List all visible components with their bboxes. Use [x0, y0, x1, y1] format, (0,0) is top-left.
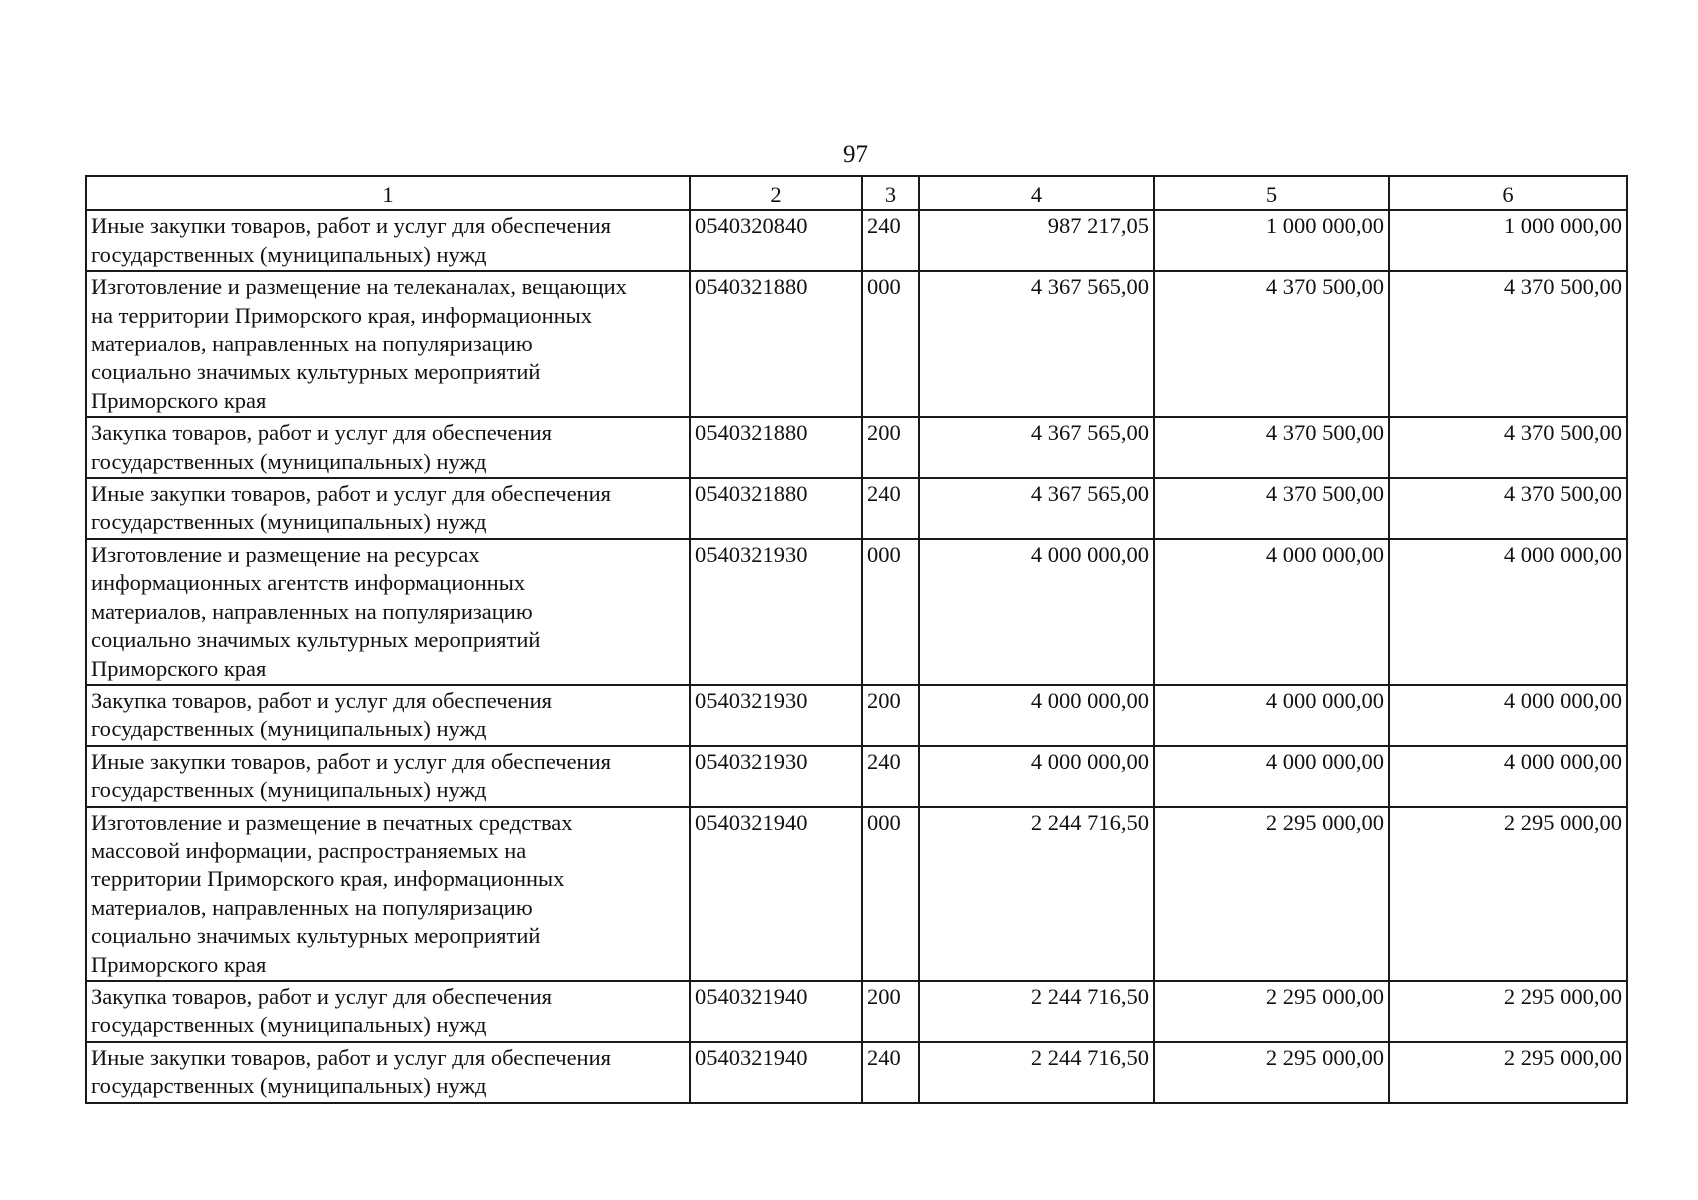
amount-column-4: 987 217,05: [919, 210, 1154, 271]
amount-column-4: 4 367 565,00: [919, 417, 1154, 478]
column-header-3: 3: [862, 176, 919, 210]
description-line: государственных (муниципальных) нужд: [91, 509, 487, 535]
description-line: государственных (муниципальных) нужд: [91, 716, 487, 742]
table-row: [86, 685, 1627, 746]
target-article-code: 0540321880: [690, 478, 862, 539]
budget-table: [85, 175, 1628, 1104]
expense-type-code: 200: [862, 417, 919, 478]
table-row: [86, 271, 1627, 417]
description-line: государственных (муниципальных) нужд: [91, 1012, 487, 1038]
description-line: государственных (муниципальных) нужд: [91, 448, 487, 474]
amount-column-5: 4 000 000,00: [1154, 685, 1389, 746]
expense-description: [86, 478, 690, 539]
description-line: материалов, направленных на популяризацию: [91, 894, 533, 920]
description-line: территории Приморского края, информационных: [91, 866, 565, 892]
amount-column-5: 4 000 000,00: [1154, 539, 1389, 685]
expense-description: [86, 210, 690, 271]
table-row: [86, 539, 1627, 685]
expense-description: [86, 417, 690, 478]
expense-description: [86, 746, 690, 807]
description-line: социально значимых культурных мероприятий: [91, 627, 541, 653]
table-body: [86, 210, 1627, 1102]
amount-column-5: 4 370 500,00: [1154, 478, 1389, 539]
column-header-4: 4: [919, 176, 1154, 210]
page-number: 97: [843, 141, 868, 168]
amount-column-6: 4 370 500,00: [1389, 417, 1627, 478]
amount-column-6: 4 000 000,00: [1389, 685, 1627, 746]
description-line: государственных (муниципальных) нужд: [91, 777, 487, 803]
amount-column-5: 4 370 500,00: [1154, 271, 1389, 417]
amount-column-6: 4 000 000,00: [1389, 746, 1627, 807]
expense-type-code: 200: [862, 981, 919, 1042]
target-article-code: 0540321940: [690, 807, 862, 981]
amount-column-4: 4 000 000,00: [919, 685, 1154, 746]
expense-type-code: 240: [862, 746, 919, 807]
expense-description: [86, 981, 690, 1042]
amount-column-4: 4 367 565,00: [919, 478, 1154, 539]
amount-column-4: 2 244 716,50: [919, 981, 1154, 1042]
description-line: Изготовление и размещение в печатных средствах: [91, 809, 573, 835]
target-article-code: 0540321930: [690, 685, 862, 746]
table-row: [86, 210, 1627, 271]
description-line: Иные закупки товаров, работ и услуг для обеспечения: [91, 748, 611, 774]
target-article-code: 0540320840: [690, 210, 862, 271]
table-header-row: [86, 176, 1627, 210]
table-row: [86, 746, 1627, 807]
description-line: социально значимых культурных мероприятий: [91, 923, 541, 949]
amount-column-5: 2 295 000,00: [1154, 1042, 1389, 1103]
description-line: информационных агентств информационных: [91, 570, 526, 596]
amount-column-6: 2 295 000,00: [1389, 807, 1627, 981]
table-row: [86, 981, 1627, 1042]
description-line: Приморского края: [91, 655, 267, 681]
amount-column-4: 4 000 000,00: [919, 539, 1154, 685]
amount-column-4: 2 244 716,50: [919, 1042, 1154, 1103]
amount-column-5: 4 000 000,00: [1154, 746, 1389, 807]
expense-type-code: 240: [862, 1042, 919, 1103]
target-article-code: 0540321930: [690, 539, 862, 685]
description-line: государственных (муниципальных) нужд: [91, 241, 487, 267]
expense-description: [86, 807, 690, 981]
description-line: Закупка товаров, работ и услуг для обеспечения: [91, 420, 552, 446]
amount-column-6: 4 370 500,00: [1389, 271, 1627, 417]
amount-column-4: 4 367 565,00: [919, 271, 1154, 417]
description-line: материалов, направленных на популяризацию: [91, 331, 533, 357]
target-article-code: 0540321880: [690, 271, 862, 417]
expense-type-code: 200: [862, 685, 919, 746]
description-line: Закупка товаров, работ и услуг для обеспечения: [91, 687, 552, 713]
amount-column-4: 2 244 716,50: [919, 807, 1154, 981]
expense-description: [86, 271, 690, 417]
column-header-1: 1: [86, 176, 690, 210]
amount-column-5: 2 295 000,00: [1154, 981, 1389, 1042]
table-row: [86, 807, 1627, 981]
amount-column-6: 2 295 000,00: [1389, 1042, 1627, 1103]
description-line: Иные закупки товаров, работ и услуг для обеспечения: [91, 213, 611, 239]
expense-description: [86, 685, 690, 746]
table-row: [86, 417, 1627, 478]
description-line: Иные закупки товаров, работ и услуг для обеспечения: [91, 1044, 611, 1070]
description-line: материалов, направленных на популяризацию: [91, 598, 533, 624]
table-row: [86, 1042, 1627, 1103]
expense-description: [86, 1042, 690, 1103]
amount-column-5: 2 295 000,00: [1154, 807, 1389, 981]
target-article-code: 0540321940: [690, 1042, 862, 1103]
amount-column-6: 2 295 000,00: [1389, 981, 1627, 1042]
expense-type-code: 000: [862, 271, 919, 417]
expense-type-code: 000: [862, 807, 919, 981]
table-row: [86, 478, 1627, 539]
amount-column-6: 4 370 500,00: [1389, 478, 1627, 539]
description-line: Закупка товаров, работ и услуг для обеспечения: [91, 983, 552, 1009]
description-line: государственных (муниципальных) нужд: [91, 1073, 487, 1099]
target-article-code: 0540321940: [690, 981, 862, 1042]
column-header-6: 6: [1389, 176, 1627, 210]
expense-type-code: 000: [862, 539, 919, 685]
column-header-5: 5: [1154, 176, 1389, 210]
target-article-code: 0540321930: [690, 746, 862, 807]
expense-description: [86, 539, 690, 685]
amount-column-4: 4 000 000,00: [919, 746, 1154, 807]
column-header-2: 2: [690, 176, 862, 210]
amount-column-5: 1 000 000,00: [1154, 210, 1389, 271]
description-line: Иные закупки товаров, работ и услуг для обеспечения: [91, 481, 611, 507]
amount-column-6: 4 000 000,00: [1389, 539, 1627, 685]
description-line: массовой информации, распространяемых на: [91, 837, 527, 863]
description-line: Изготовление и размещение на телеканалах, вещающих: [91, 274, 627, 300]
description-line: Приморского края: [91, 951, 267, 977]
description-line: на территории Приморского края, информационных: [91, 302, 593, 328]
expense-type-code: 240: [862, 210, 919, 271]
amount-column-5: 4 370 500,00: [1154, 417, 1389, 478]
amount-column-6: 1 000 000,00: [1389, 210, 1627, 271]
expense-type-code: 240: [862, 478, 919, 539]
description-line: Изготовление и размещение на ресурсах: [91, 541, 480, 567]
description-line: Приморского края: [91, 387, 267, 413]
description-line: социально значимых культурных мероприятий: [91, 359, 541, 385]
target-article-code: 0540321880: [690, 417, 862, 478]
